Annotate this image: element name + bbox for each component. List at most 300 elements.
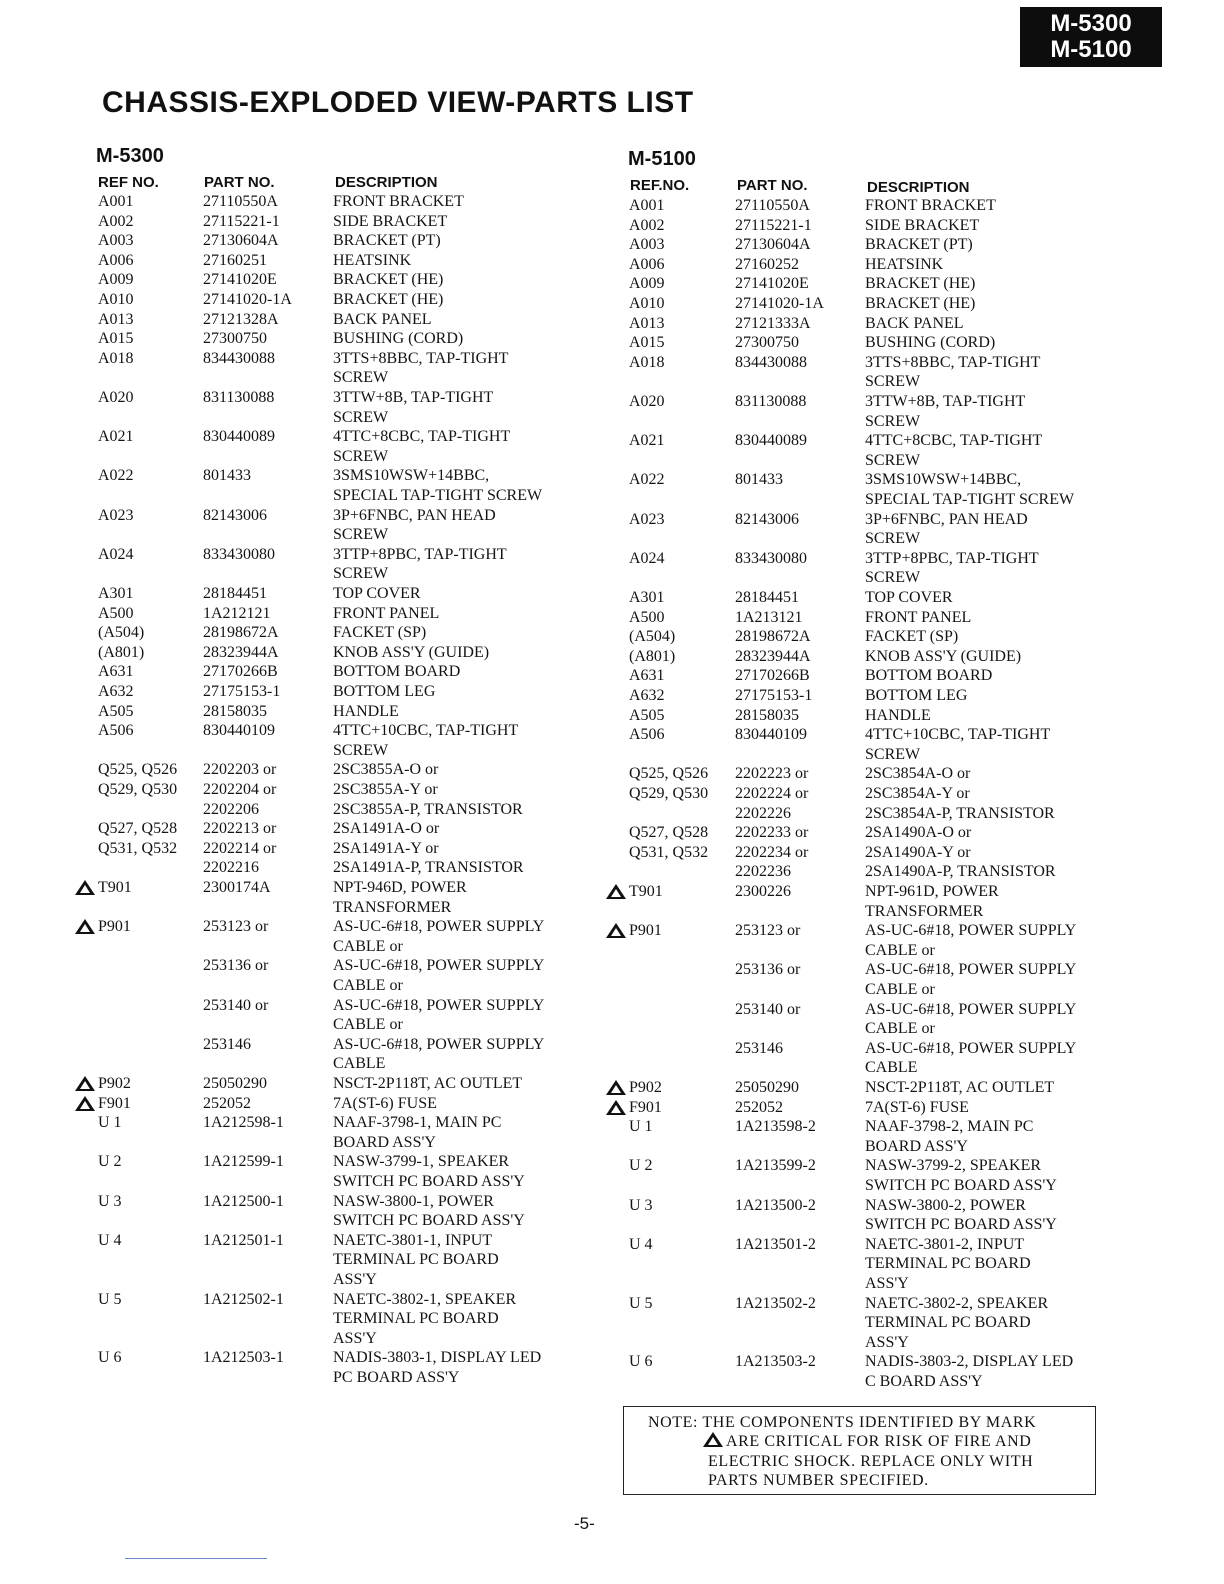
header-description-m5100: DESCRIPTION	[867, 179, 970, 196]
cell-line: 1A213598-2	[735, 1118, 816, 1136]
part-no-cell	[735, 235, 811, 255]
cell-line: 7A(ST-6) FUSE	[865, 1098, 969, 1116]
cell-line: A022	[98, 467, 134, 485]
part-no-cell	[203, 996, 268, 1016]
cell-line: P901	[629, 922, 662, 940]
cell-line: 27175153-1	[735, 687, 813, 704]
cell-line: 27170266B	[203, 663, 278, 681]
cell-line: 27160251	[203, 251, 267, 269]
cell-line: A301	[98, 585, 134, 602]
ref-no-cell	[605, 549, 665, 569]
header-part-no-m5300: PART NO.	[204, 174, 275, 191]
header-description-m5300: DESCRIPTION	[335, 174, 438, 191]
cell-line: A015	[98, 330, 134, 348]
cell-line: CABLE or	[333, 937, 403, 955]
cell-line: BACK PANEL	[333, 310, 432, 328]
cell-line: 27141020-1A	[203, 291, 292, 308]
ref-no-cell	[74, 388, 134, 408]
model-badge-line-1: M-5300	[1050, 10, 1132, 37]
ref-no-cell	[605, 1156, 653, 1176]
cell-line: FACKET (SP)	[333, 624, 427, 642]
ref-no-cell	[74, 662, 134, 682]
cell-line: TOP COVER	[865, 589, 953, 606]
cell-line: A506	[98, 722, 134, 740]
cell-line: CABLE or	[865, 941, 935, 959]
ref-no-cell	[74, 604, 134, 624]
description-cell	[333, 604, 439, 624]
part-no-cell	[203, 1113, 284, 1133]
part-no-cell	[735, 314, 811, 334]
description-cell	[333, 212, 447, 232]
cell-line: 2202226	[735, 804, 791, 822]
cell-line: A021	[629, 432, 665, 450]
ref-no-cell	[605, 1196, 653, 1216]
cell-line: HEATSINK	[865, 255, 944, 273]
description-cell	[865, 294, 975, 314]
description-cell	[865, 510, 1028, 549]
ref-no-cell	[74, 290, 134, 310]
description-cell	[865, 921, 1076, 960]
cell-line: NAAF-3798-1, MAIN PC	[333, 1114, 502, 1132]
cell-line: 27115221-1	[203, 212, 280, 230]
column-title-m5300: M-5300	[96, 145, 164, 167]
cell-line: A500	[629, 608, 665, 626]
description-cell	[865, 1294, 1048, 1353]
cell-line: TERMINAL PC BOARD	[865, 1255, 1031, 1273]
ref-no-cell	[74, 349, 134, 369]
part-no-cell	[735, 1039, 783, 1059]
cell-line: 27175153-1	[203, 683, 281, 700]
part-no-cell	[735, 882, 791, 902]
part-no-cell	[203, 662, 278, 682]
part-no-cell	[203, 604, 271, 624]
cell-line: T901	[98, 879, 132, 896]
header-part-no-m5100: PART NO.	[737, 177, 808, 194]
cell-line: 3P+6FNBC, PAN HEAD	[865, 510, 1028, 528]
cell-line: 2202206	[203, 800, 259, 818]
cell-line: 252052	[735, 1098, 783, 1116]
cell-line: A506	[629, 726, 665, 744]
cell-line: 27121328A	[203, 310, 279, 328]
cell-line: U 2	[98, 1153, 122, 1171]
cell-line: A010	[98, 291, 134, 308]
part-no-cell	[735, 1078, 799, 1098]
ref-no-cell	[605, 314, 665, 334]
cell-line: 2SA1490A-O or	[865, 824, 972, 842]
cell-line: SCREW	[865, 530, 921, 548]
ref-no-cell	[605, 431, 665, 451]
ref-no-cell	[74, 251, 134, 271]
ref-no-cell	[74, 1094, 131, 1114]
page-number: -5-	[574, 1514, 595, 1533]
cell-line: 3TTP+8PBC, TAP-TIGHT	[333, 545, 507, 563]
description-cell	[865, 196, 996, 216]
cell-line: TERMINAL PC BOARD	[333, 1251, 499, 1269]
cell-line: A505	[98, 702, 134, 720]
part-no-cell	[735, 1196, 816, 1216]
part-no-cell	[735, 823, 808, 882]
cell-line: 1A213503-2	[735, 1353, 816, 1371]
description-cell	[865, 823, 1056, 882]
description-cell	[865, 1000, 1076, 1039]
cell-line: HANDLE	[865, 706, 931, 724]
cell-line: 1A212503-1	[203, 1349, 284, 1367]
part-no-cell	[735, 431, 807, 451]
cell-line: AS-UC-6#18, POWER SUPPLY	[333, 918, 545, 936]
cell-line: NPT-946D, POWER	[333, 879, 467, 896]
ref-no-cell	[74, 329, 134, 349]
cell-line: A500	[98, 604, 134, 622]
cell-line: AS-UC-6#18, POWER SUPPLY	[865, 922, 1077, 940]
cell-line: 831130088	[203, 389, 275, 406]
description-cell	[333, 819, 524, 878]
part-no-cell	[735, 627, 811, 647]
cell-line: 4TTC+10CBC, TAP-TIGHT	[333, 722, 519, 740]
description-cell	[333, 329, 463, 349]
cell-line: SCREW	[865, 373, 921, 391]
cell-line: 253123 or	[203, 918, 269, 936]
part-no-cell	[735, 647, 811, 667]
cell-line: CABLE	[865, 1059, 918, 1077]
description-cell	[865, 1235, 1031, 1294]
description-cell	[333, 1113, 501, 1152]
cell-line: CABLE or	[865, 980, 935, 998]
cell-line: 831130088	[735, 393, 807, 410]
warning-triangle-icon	[74, 879, 96, 896]
cell-line: BUSHING (CORD)	[333, 330, 464, 348]
part-no-cell	[203, 329, 267, 349]
description-cell	[333, 643, 489, 663]
safety-note	[623, 1406, 1096, 1495]
cell-line: A023	[629, 510, 665, 528]
description-cell	[333, 349, 508, 388]
cell-line: SCREW	[333, 447, 389, 465]
part-no-cell	[735, 706, 799, 726]
part-no-cell	[203, 427, 275, 447]
ref-no-cell	[605, 921, 662, 941]
cell-line: 830440109	[203, 722, 275, 740]
cell-line: 82143006	[735, 510, 799, 528]
part-no-cell	[203, 682, 280, 702]
cell-line: U 3	[629, 1196, 653, 1214]
description-cell	[865, 1117, 1033, 1156]
cell-line: NAAF-3798-2, MAIN PC	[865, 1118, 1034, 1136]
cell-line: 2202233 or	[735, 824, 809, 842]
cell-line: SCREW	[865, 412, 921, 430]
cell-line: BUSHING (CORD)	[865, 334, 996, 352]
cell-line: 2300174A	[203, 879, 271, 896]
ref-no-cell	[605, 666, 665, 686]
ref-no-cell	[74, 1348, 122, 1368]
cell-line: (A801)	[629, 647, 676, 665]
part-no-cell	[203, 231, 279, 251]
description-cell	[865, 1078, 1054, 1098]
ref-no-cell	[74, 192, 134, 212]
page-title: CHASSIS-EXPLODED VIEW-PARTS LIST	[102, 86, 694, 119]
cell-line: Q525, Q526	[98, 761, 178, 779]
cell-line: U 3	[98, 1192, 122, 1210]
part-no-cell	[203, 623, 279, 643]
cell-line: SCREW	[333, 741, 389, 759]
cell-line: (A504)	[98, 624, 145, 642]
cell-line: 830440109	[735, 726, 807, 744]
model-badge-line-2: M-5100	[1050, 36, 1132, 63]
part-no-cell	[203, 584, 267, 604]
cell-line: C BOARD ASS'Y	[865, 1372, 983, 1390]
cell-line: A001	[98, 193, 134, 210]
cell-line: HANDLE	[333, 702, 399, 720]
part-no-cell	[203, 466, 251, 486]
cell-line: 2SA1491A-P, TRANSISTOR	[333, 859, 524, 877]
cell-line: 2202236	[735, 863, 791, 881]
ref-no-cell	[74, 1152, 122, 1172]
cell-line: SCREW	[865, 451, 921, 469]
cell-line: A632	[629, 687, 665, 704]
ref-no-cell	[74, 427, 134, 447]
ref-no-cell	[74, 1192, 122, 1212]
cell-line: Q529, Q530	[629, 784, 709, 802]
cell-line: BOTTOM BOARD	[333, 663, 461, 681]
cell-line: 27170266B	[735, 667, 810, 685]
cell-line: A020	[629, 393, 665, 410]
cell-line: SWITCH PC BOARD ASS'Y	[865, 1176, 1057, 1194]
cell-line: 27141020E	[203, 271, 277, 289]
cell-line: 1A213121	[735, 608, 803, 626]
cell-line: 25050290	[735, 1079, 799, 1096]
description-cell	[333, 584, 421, 604]
description-cell	[333, 878, 467, 917]
cell-line: SIDE BRACKET	[865, 216, 980, 234]
ref-no-cell	[605, 274, 665, 294]
cell-line: 2SA1490A-P, TRANSISTOR	[865, 863, 1056, 881]
cell-line: SWITCH PC BOARD ASS'Y	[333, 1172, 525, 1190]
ref-no-cell	[605, 353, 665, 373]
cell-line: AS-UC-6#18, POWER SUPPLY	[865, 1039, 1077, 1057]
part-no-cell	[203, 545, 275, 565]
cell-line: 830440089	[735, 432, 807, 450]
cell-line: P902	[98, 1075, 131, 1092]
cell-line: 28198672A	[735, 628, 811, 646]
description-cell	[333, 760, 523, 819]
cell-line: A002	[629, 216, 665, 234]
description-cell	[865, 255, 943, 275]
cell-line: NADIS-3803-2, DISPLAY LED	[865, 1353, 1074, 1371]
cell-line: 28323944A	[203, 643, 279, 661]
cell-line: P902	[629, 1079, 662, 1096]
description-cell	[865, 1098, 969, 1118]
ref-no-cell	[605, 1078, 662, 1098]
cell-line: 1A212502-1	[203, 1290, 284, 1308]
part-no-cell	[203, 506, 267, 526]
cell-line: 1A212598-1	[203, 1114, 284, 1132]
description-cell	[333, 545, 507, 584]
part-no-cell	[203, 1152, 284, 1172]
cell-line: 253136 or	[735, 961, 801, 979]
description-cell	[865, 1196, 1057, 1235]
ref-no-cell	[74, 702, 134, 722]
cell-line: NASW-3800-1, POWER	[333, 1192, 494, 1210]
cell-line: CABLE or	[333, 976, 403, 994]
part-no-cell	[735, 1294, 816, 1314]
part-no-cell	[735, 960, 800, 980]
description-cell	[865, 1156, 1057, 1195]
cell-line: 2SC3854A-P, TRANSISTOR	[865, 804, 1055, 822]
description-cell	[333, 310, 432, 330]
cell-line: 28184451	[203, 585, 267, 602]
cell-line: 28198672A	[203, 624, 279, 642]
cell-line: A001	[629, 197, 665, 214]
ref-no-cell	[605, 823, 708, 862]
description-cell	[333, 506, 496, 545]
part-no-cell	[735, 392, 806, 412]
ref-no-cell	[605, 510, 665, 530]
cell-line: 3TTS+8BBC, TAP-TIGHT	[333, 349, 509, 367]
description-cell	[865, 725, 1050, 764]
cell-line: U 6	[629, 1353, 653, 1371]
cell-line: FRONT PANEL	[865, 608, 972, 626]
description-cell	[865, 647, 1021, 667]
part-no-cell	[735, 921, 800, 941]
cell-line: SIDE BRACKET	[333, 212, 448, 230]
ref-no-cell	[605, 333, 665, 353]
cell-line: T901	[629, 883, 663, 900]
cell-line: 252052	[203, 1094, 251, 1112]
description-cell	[865, 627, 958, 647]
part-no-cell	[203, 270, 277, 290]
cell-line: 801433	[735, 471, 783, 489]
cell-line: BRACKET (HE)	[865, 295, 976, 312]
cell-line: ASS'Y	[865, 1274, 909, 1292]
cell-line: 1A212500-1	[203, 1192, 284, 1210]
cell-line: A009	[98, 271, 134, 289]
part-no-cell	[203, 290, 292, 310]
description-cell	[333, 251, 411, 271]
cell-line: ASS'Y	[333, 1270, 377, 1288]
cell-line: 3TTP+8PBC, TAP-TIGHT	[865, 549, 1039, 567]
cell-line: AS-UC-6#18, POWER SUPPLY	[333, 996, 545, 1014]
cell-line: U 1	[629, 1118, 653, 1136]
description-cell	[333, 192, 464, 212]
cell-line: AS-UC-6#18, POWER SUPPLY	[333, 1035, 545, 1053]
part-no-cell	[203, 1290, 284, 1310]
cell-line: HEATSINK	[333, 251, 412, 269]
cell-line: 3SMS10WSW+14BBC,	[333, 467, 490, 485]
cell-line: CABLE or	[333, 1016, 403, 1034]
ref-no-cell	[74, 466, 134, 486]
cell-line: ASS'Y	[865, 1333, 909, 1351]
ref-no-cell	[605, 235, 665, 255]
description-cell	[333, 702, 399, 722]
cell-line: BRACKET (HE)	[333, 271, 444, 289]
cell-line: BRACKET (PT)	[333, 232, 441, 250]
part-no-cell	[203, 956, 268, 976]
cell-line: Q525, Q526	[629, 765, 709, 783]
cell-line: Q527, Q528	[629, 824, 709, 842]
cell-line: AS-UC-6#18, POWER SUPPLY	[333, 957, 545, 975]
cell-line: NPT-961D, POWER	[865, 883, 999, 900]
cell-line: 801433	[203, 467, 251, 485]
cell-line: A015	[629, 334, 665, 352]
cell-line: SCREW	[333, 565, 389, 583]
cell-line: A006	[98, 251, 134, 269]
description-cell	[865, 333, 995, 353]
cell-line: 2SC3854A-O or	[865, 765, 971, 783]
ref-no-cell	[74, 310, 134, 330]
cell-line: 834430088	[735, 353, 807, 371]
ref-no-cell	[605, 216, 665, 236]
cell-line: BOTTOM LEG	[333, 683, 436, 700]
warning-triangle-icon	[605, 922, 627, 939]
cell-line: 3P+6FNBC, PAN HEAD	[333, 506, 496, 524]
cell-line: SCREW	[865, 745, 921, 763]
ref-no-cell	[74, 1113, 122, 1133]
ref-no-cell	[605, 470, 665, 490]
column-title-m5100: M-5100	[628, 148, 696, 170]
description-cell	[333, 1094, 437, 1114]
ref-no-cell	[605, 1235, 653, 1255]
part-no-cell	[203, 917, 268, 937]
cell-line: KNOB ASS'Y (GUIDE)	[333, 643, 490, 661]
ref-no-cell	[74, 212, 134, 232]
cell-line: P901	[98, 918, 131, 936]
ref-no-cell	[74, 231, 134, 251]
cell-line: NADIS-3803-1, DISPLAY LED	[333, 1349, 542, 1367]
part-no-cell	[735, 1000, 800, 1020]
description-cell	[333, 1152, 525, 1191]
description-cell	[865, 666, 992, 686]
cell-line: 3SMS10WSW+14BBC,	[865, 471, 1022, 489]
cell-line: 833430080	[203, 545, 275, 563]
part-no-cell	[735, 1352, 816, 1372]
cell-line: 27121333A	[735, 314, 811, 332]
cell-line: 4TTC+10CBC, TAP-TIGHT	[865, 726, 1051, 744]
part-no-cell	[735, 608, 803, 628]
cell-line: BOARD ASS'Y	[333, 1133, 436, 1151]
part-no-cell	[203, 310, 279, 330]
cell-line: Q529, Q530	[98, 780, 178, 798]
description-cell	[865, 274, 975, 294]
description-cell	[333, 388, 493, 427]
cell-line: TRANSFORMER	[865, 902, 984, 920]
cell-line: 2202204 or	[203, 780, 277, 798]
cell-line: NASW-3799-2, SPEAKER	[865, 1157, 1042, 1175]
cell-line: U 2	[629, 1157, 653, 1175]
ref-no-cell	[605, 764, 708, 803]
cell-line: 27300750	[203, 330, 267, 348]
part-no-cell	[203, 878, 271, 898]
cell-line: 28158035	[203, 702, 267, 720]
description-cell	[865, 353, 1040, 392]
part-no-cell	[203, 1074, 267, 1094]
part-no-cell	[203, 251, 267, 271]
cell-line: 27141020-1A	[735, 295, 824, 312]
description-cell	[865, 686, 967, 706]
cell-line: NAETC-3801-2, INPUT	[865, 1235, 1025, 1253]
cell-line: 2202216	[203, 859, 259, 877]
cell-line: FRONT BRACKET	[865, 197, 996, 214]
cell-line: 1A213502-2	[735, 1294, 816, 1312]
part-no-cell	[735, 294, 824, 314]
cell-line: 2202223 or	[735, 765, 809, 783]
cell-line: 28184451	[735, 589, 799, 606]
cell-line: 253136 or	[203, 957, 269, 975]
description-cell	[333, 662, 460, 682]
cell-line: 1A213599-2	[735, 1157, 816, 1175]
cell-line: 4TTC+8CBC, TAP-TIGHT	[865, 432, 1043, 450]
cell-line: A003	[629, 236, 665, 254]
cell-line: 7A(ST-6) FUSE	[333, 1094, 437, 1112]
cell-line: 253123 or	[735, 922, 801, 940]
